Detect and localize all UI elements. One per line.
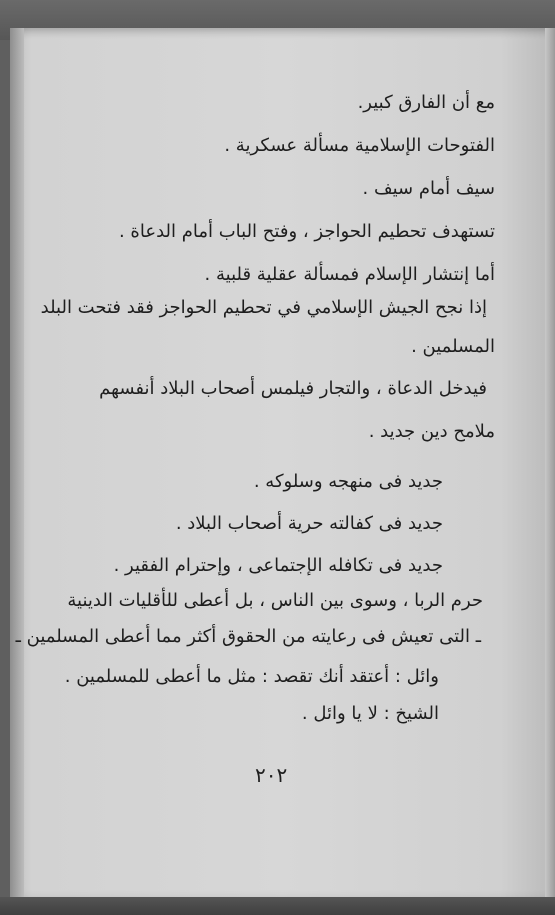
text-line: ـ التى تعيش فى رعايته من الحقوق أكثر مما أعطى المسلمين ـ [15,626,481,647]
text-line: حرم الربا ، وسوى بين الناس ، بل أعطى للأقليات الدينية [67,590,483,611]
text-line: أما إنتشار الإسلام فمسألة عقلية قلبية . [204,264,495,285]
text-line: ملامح دين جديد . [368,421,495,442]
text-line: سيف أمام سيف . [362,178,495,199]
text-line: وائل : أعتقد أنك تقصد : مثل ما أعطى للمسلمين . [64,666,439,687]
page-number: ٢٠٢ [255,763,288,787]
text-line: جديد فى كفالته حرية أصحاب البلاد . [175,513,443,534]
text-line: جديد فى منهجه وسلوكه . [253,471,443,492]
text-line: الفتوحات الإسلامية مسألة عسكرية . [224,135,495,156]
text-line: جديد فى تكافله الإجتماعى ، وإحترام الفقير . [113,555,443,576]
text-line: المسلمين . [411,336,495,357]
text-line: إذا نجح الجيش الإسلامي في تحطيم الحواجز فقد فتحت البلد [40,297,487,318]
text-line: الشيخ : لا يا وائل . [301,703,439,724]
scan-bottom-edge [0,897,555,915]
text-line: فيدخل الدعاة ، والتجار فيلمس أصحاب البلاد أنفسهم [99,378,487,399]
book-page [10,28,555,900]
text-line: مع أن الفارق كبير. [357,92,495,113]
text-line: تستهدف تحطيم الحواجز ، وفتح الباب أمام الدعاة . [118,221,495,242]
